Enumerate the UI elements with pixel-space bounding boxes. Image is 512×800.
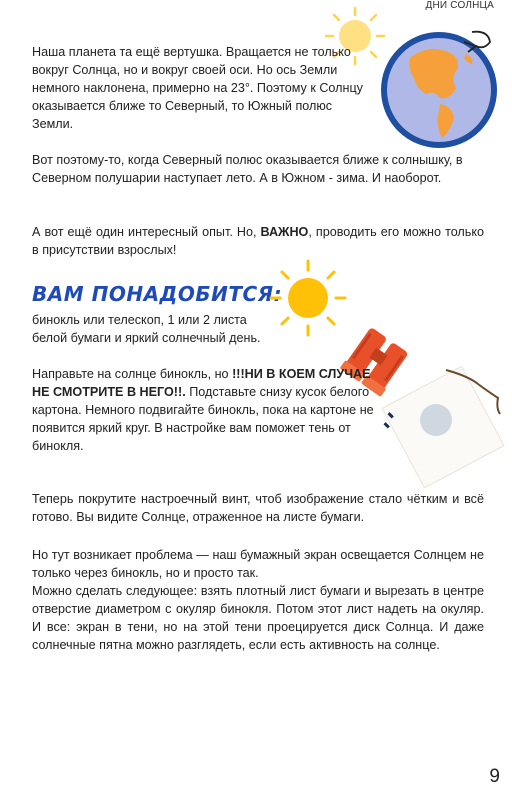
big-sun-icon [268, 258, 348, 338]
problem-paragraph: Но тут возникает проблема — наш бумажный экран освещается Солнцем не только через бинокль, но и просто так. [32, 548, 484, 580]
intro-paragraph: Наша планета та ещё вертушка. Вращается не только вокруг Солнца, но и вокруг своей оси. Но ось Земли немного наклонена, примерно на 23°. Поэтому к Солнцу оказывается ближе то Северный, то Южный полюс Земли. [32, 45, 363, 131]
instructions-paragraph [32, 365, 382, 455]
section-title: ДНИ СОЛНЦА [425, 0, 494, 11]
warning-paragraph [32, 223, 484, 259]
page-number: 9 [489, 766, 500, 787]
seasons-paragraph: Вот поэтому-то, когда Северный полюс оказывается ближе к солнышку, в Северном полушарии наступает лето. А в Южном - зима. И наоборот. [32, 153, 463, 185]
instructions-text-end: Подставьте снизу кусок белого картона. Немного подвигайте бинокль, пока на картоне не появится яркий круг. В настройке вам поможет тень от бинокля. [32, 385, 374, 453]
paper-illustration [378, 362, 508, 492]
warning-text-end: , проводить его можно только в присутствии взрослых! [32, 225, 484, 257]
solution-paragraph: Можно сделать следующее: взять плотный лист бумаги и вырезать в центре отверстие диаметром с окуляр бинокля. Потом этот лист надеть на окуляр. И все: экран в тени, но на этой тени проецируется диск Солнца. И даже солнечные пятна можно разглядеть, если есть активность на солнце. [32, 584, 484, 652]
instructions-warning: !!!НИ В КОЕМ СЛУЧАЕ НЕ СМОТРИТЕ В НЕГО!!. [32, 367, 371, 399]
focus-paragraph: Теперь покрутите настроечный винт, чтоб изображение стало чётким и всё готово. Вы видите Солнце, отраженное на листе бумаги. [32, 492, 484, 524]
warning-important: ВАЖНО [260, 225, 309, 239]
materials-text: бинокль или телескоп, 1 или 2 листа белой бумаги и яркий солнечный день. [32, 313, 261, 345]
materials-heading: ВАМ ПОНАДОБИТСЯ: [32, 282, 283, 306]
warning-text: А вот ещё один интересный опыт. Но, [32, 225, 261, 239]
globe-icon [380, 28, 498, 150]
instructions-text: Направьте на солнце бинокль, но [32, 367, 233, 381]
